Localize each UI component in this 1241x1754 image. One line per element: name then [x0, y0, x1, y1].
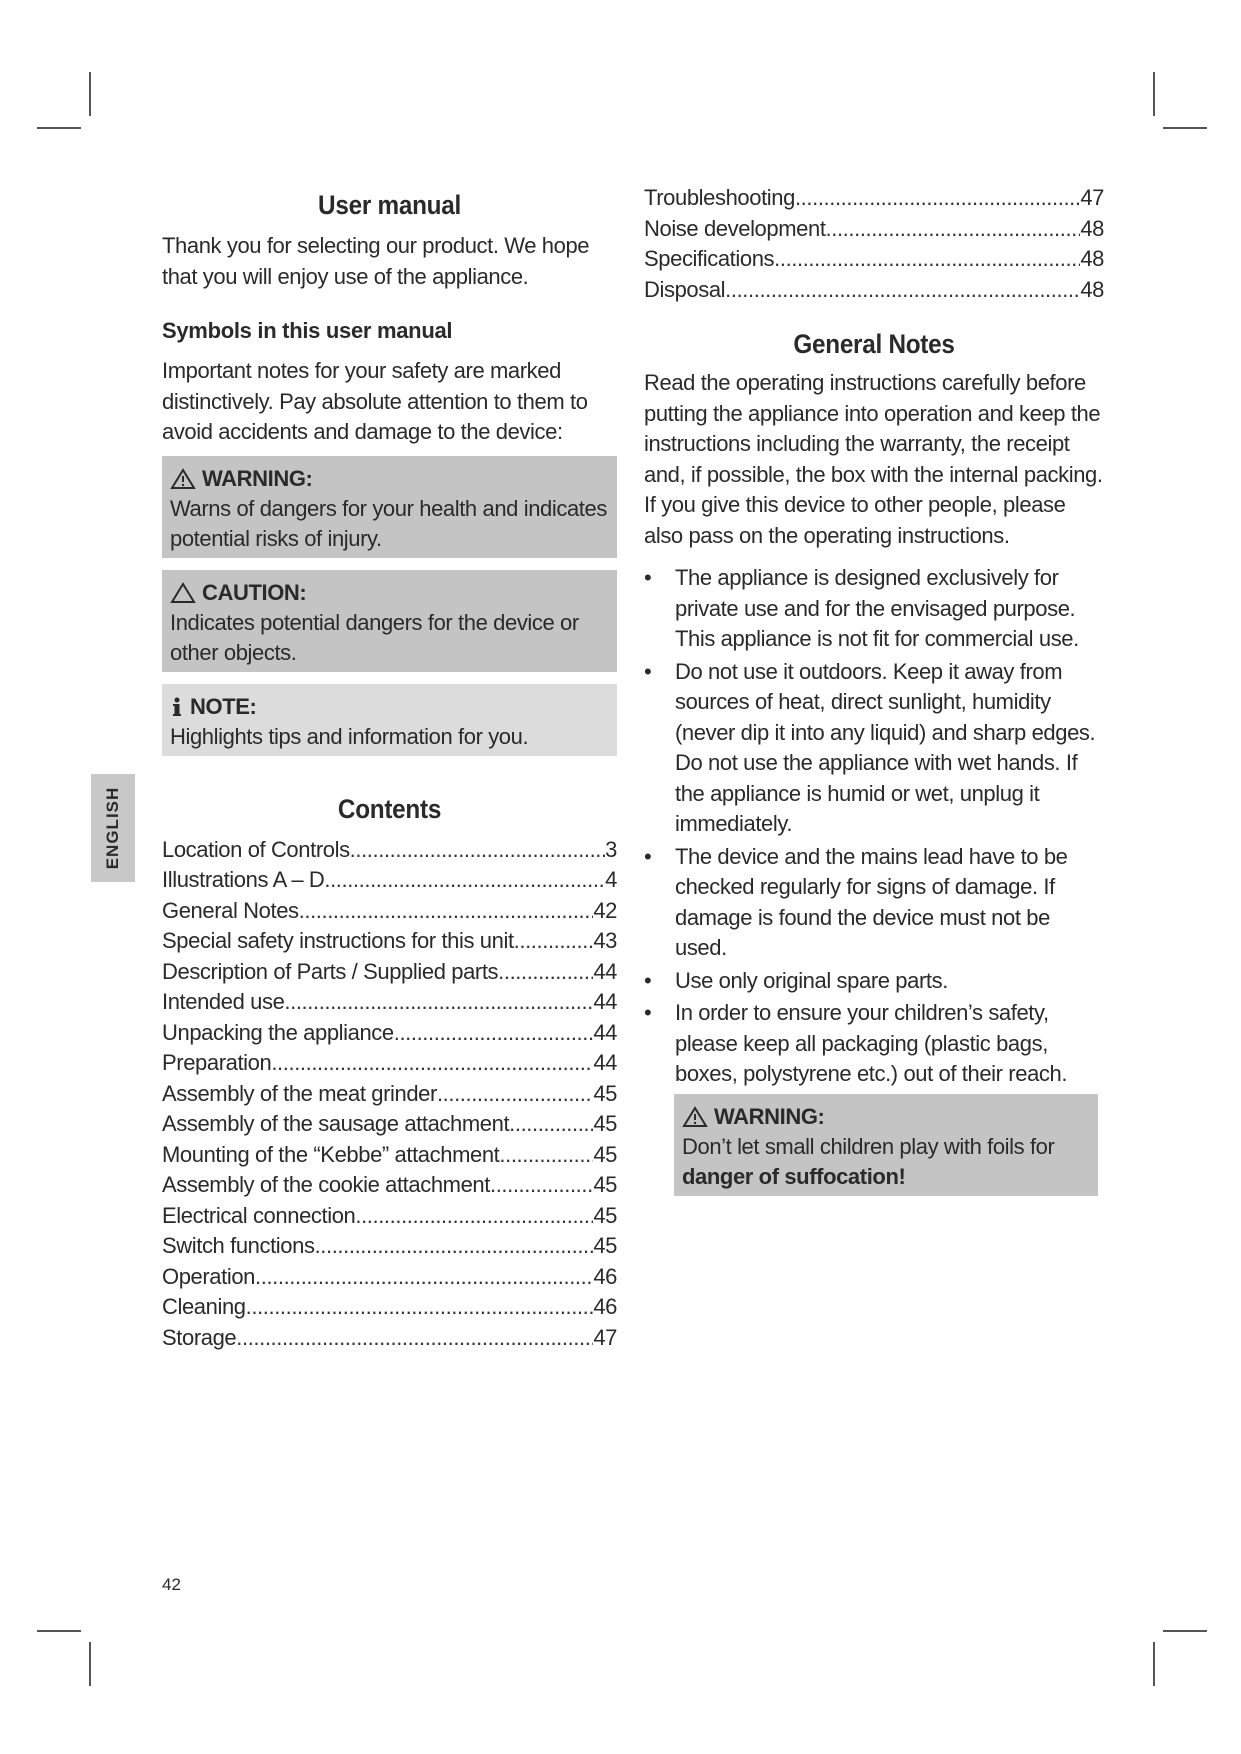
contents-entry-title: Troubleshooting	[644, 185, 795, 210]
crop-mark	[37, 1630, 81, 1632]
contents-entry-page: 46	[593, 1263, 617, 1289]
contents-leader-dots	[271, 1048, 593, 1079]
contents-entry	[162, 1262, 617, 1293]
contents-entry-page: 48	[1080, 246, 1104, 271]
note-label: NOTE:	[190, 693, 257, 719]
contents-list	[162, 835, 617, 1354]
page-title: User manual	[318, 190, 461, 220]
bullet-item: • The device and the mains lead have to be checked regularly for signs of damage. If damage is found the device must not be used.	[644, 842, 1104, 964]
left-column	[162, 190, 617, 1353]
contents-leader-dots	[725, 275, 1080, 306]
warning-triangle-icon	[170, 468, 196, 490]
bullet-item: • Do not use it outdoors. Keep it away from sources of heat, direct sunlight, humidity (never dip it into any liquid) and sharp edges. Do not use the appliance with wet hands. If the appliance is humid or wet, unplug it immediately.	[644, 657, 1104, 840]
contents-leader-dots	[826, 214, 1081, 245]
contents-list-continued	[644, 183, 1104, 305]
child-warning-box	[674, 1094, 1098, 1196]
contents-leader-dots	[795, 183, 1080, 214]
warning-label: WARNING:	[202, 465, 313, 491]
contents-entry-title: Assembly of the cookie attachment	[162, 1172, 490, 1197]
page-number: 42	[162, 1575, 181, 1594]
contents-entry-page: 45	[593, 1202, 617, 1228]
contents-leader-dots	[315, 1231, 594, 1262]
contents-entry-title: Cleaning	[162, 1294, 246, 1319]
contents-leader-dots	[246, 1292, 594, 1323]
contents-leader-dots	[490, 1170, 593, 1201]
note-text: Highlights tips and information for you.	[170, 723, 529, 749]
contents-entry-title: Noise development	[644, 215, 826, 241]
contents-leader-dots	[350, 835, 605, 866]
contents-entry-page: 48	[1080, 276, 1104, 302]
contents-leader-dots	[255, 1262, 593, 1293]
crop-mark	[37, 127, 81, 129]
contents-leader-dots	[509, 1109, 593, 1140]
contents-entry-title: Assembly of the sausage attachment	[162, 1111, 510, 1136]
contents-entry-title: Illustrations A – D	[162, 867, 325, 892]
symbols-text: Important notes for your safety are marked distinctively. Pay absolute attention to them to avoid accidents and damage to the device:	[162, 358, 588, 444]
contents-entry-title: Specifications	[644, 246, 775, 271]
contents-entry-page: 44	[593, 1019, 617, 1045]
safety-bullet-list	[644, 563, 1104, 1090]
contents-entry-page: 4	[605, 867, 617, 892]
contents-entry	[644, 275, 1104, 306]
contents-entry-page: 44	[593, 989, 617, 1014]
contents-entry	[162, 1079, 617, 1110]
caution-box	[162, 570, 617, 672]
contents-entry-title: Description of Parts / Supplied parts	[162, 958, 499, 984]
contents-leader-dots	[514, 926, 594, 957]
contents-entry-title: Assembly of the meat grinder	[162, 1080, 437, 1106]
child-warning-title	[682, 1102, 1090, 1132]
contents-leader-dots	[299, 896, 594, 927]
warning-box-title	[170, 464, 609, 494]
warning-triangle-icon	[682, 1106, 708, 1128]
note-box	[162, 684, 617, 756]
warning-box	[162, 456, 617, 558]
contents-leader-dots	[236, 1323, 593, 1354]
crop-mark	[1153, 72, 1155, 116]
contents-entry-page: 45	[593, 1141, 617, 1167]
warning-text: Warns of dangers for your health and indicates potential risks of injury.	[170, 495, 607, 551]
contents-entry	[162, 835, 617, 866]
contents-entry-title: General Notes	[162, 897, 299, 923]
contents-entry-title: Mounting of the “Kebbe” attachment	[162, 1141, 500, 1167]
crop-mark	[89, 1642, 91, 1686]
contents-leader-dots	[437, 1079, 593, 1110]
contents-entry	[162, 1140, 617, 1171]
child-warning-label: WARNING:	[714, 1103, 825, 1129]
contents-entry	[162, 1109, 617, 1140]
crop-mark	[1153, 1642, 1155, 1686]
contents-entry-page: 47	[593, 1324, 617, 1350]
right-column	[644, 185, 1104, 1196]
contents-entry-page: 45	[593, 1233, 617, 1258]
contents-leader-dots	[774, 244, 1080, 275]
language-tab-label: ENGLISH	[103, 786, 122, 870]
contents-entry-page: 45	[593, 1172, 617, 1197]
contents-entry	[162, 1201, 617, 1232]
contents-entry	[162, 987, 617, 1018]
contents-entry-page: 43	[593, 928, 617, 953]
contents-entry	[162, 1018, 617, 1049]
caution-text: Indicates potential dangers for the device or other objects.	[170, 609, 579, 665]
contents-entry	[644, 183, 1104, 214]
note-box-title	[170, 692, 609, 722]
contents-entry-page: 44	[593, 1050, 617, 1075]
contents-entry	[162, 957, 617, 988]
contents-entry	[162, 1292, 617, 1323]
symbols-heading: Symbols in this user manual	[162, 318, 453, 343]
general-notes-title: General Notes	[793, 329, 955, 359]
contents-entry-title: Preparation	[162, 1050, 272, 1075]
contents-leader-dots	[355, 1201, 593, 1232]
caution-box-title	[170, 578, 609, 608]
contents-entry	[162, 1170, 617, 1201]
contents-entry-title: Switch functions	[162, 1233, 315, 1258]
contents-entry-page: 42	[593, 897, 617, 923]
contents-entry-page: 45	[593, 1111, 617, 1136]
caution-triangle-icon	[170, 582, 196, 604]
child-warning-text: Don’t let small children play with foils for	[682, 1133, 1055, 1159]
contents-entry-page: 47	[1080, 185, 1104, 210]
contents-entry-page: 44	[593, 958, 617, 984]
contents-entry-page: 48	[1080, 215, 1104, 241]
contents-entry	[644, 214, 1104, 245]
contents-entry	[162, 1048, 617, 1079]
contents-entry-title: Storage	[162, 1324, 237, 1350]
child-warning-emphasis: danger of suffocation!	[682, 1163, 906, 1189]
contents-leader-dots	[324, 865, 605, 896]
contents-leader-dots	[394, 1018, 594, 1049]
crop-mark	[89, 72, 91, 116]
contents-entry-title: Special safety instructions for this unit	[162, 928, 514, 953]
info-icon	[170, 696, 184, 718]
caution-label: CAUTION:	[202, 579, 307, 605]
general-notes-text: Read the operating instructions carefully before putting the appliance into operation and keep the instructions including the warranty, the receipt and, if possible, the box with the internal packing. If you give this device to other people, please also pass on the operating instructions.	[644, 370, 1103, 548]
contents-entry	[162, 1231, 617, 1262]
contents-entry	[644, 244, 1104, 275]
language-tab	[91, 774, 135, 882]
contents-title: Contents	[337, 793, 442, 824]
intro-text: Thank you for selecting our product. We hope that you will enjoy use of the appliance.	[162, 233, 590, 289]
bullet-item: • Use only original spare parts.	[644, 966, 1104, 997]
contents-entry-title: Disposal	[644, 276, 726, 302]
contents-entry-title: Intended use	[162, 989, 285, 1014]
contents-entry	[162, 1323, 617, 1354]
contents-entry-page: 46	[593, 1294, 617, 1319]
contents-entry-title: Electrical connection	[162, 1202, 356, 1228]
bullet-item: • The appliance is designed exclusively for private use and for the envisaged purpose. This appliance is not fit for commercial use.	[644, 563, 1104, 655]
contents-leader-dots	[499, 1140, 593, 1171]
crop-mark	[1163, 127, 1207, 129]
contents-entry	[162, 926, 617, 957]
contents-entry	[162, 896, 617, 927]
crop-mark	[1163, 1630, 1207, 1632]
contents-entry-page: 45	[593, 1080, 617, 1106]
contents-leader-dots	[498, 957, 593, 988]
contents-entry-title: Operation	[162, 1263, 256, 1289]
contents-entry-title: Location of Controls	[162, 836, 350, 862]
contents-entry-title: Unpacking the appliance	[162, 1019, 394, 1045]
contents-entry	[162, 865, 617, 896]
contents-leader-dots	[284, 987, 593, 1018]
bullet-item: • In order to ensure your children’s safety, please keep all packaging (plastic bags, boxes, polystyrene etc.) out of their reach.	[644, 998, 1104, 1090]
contents-entry-page: 3	[605, 836, 617, 862]
